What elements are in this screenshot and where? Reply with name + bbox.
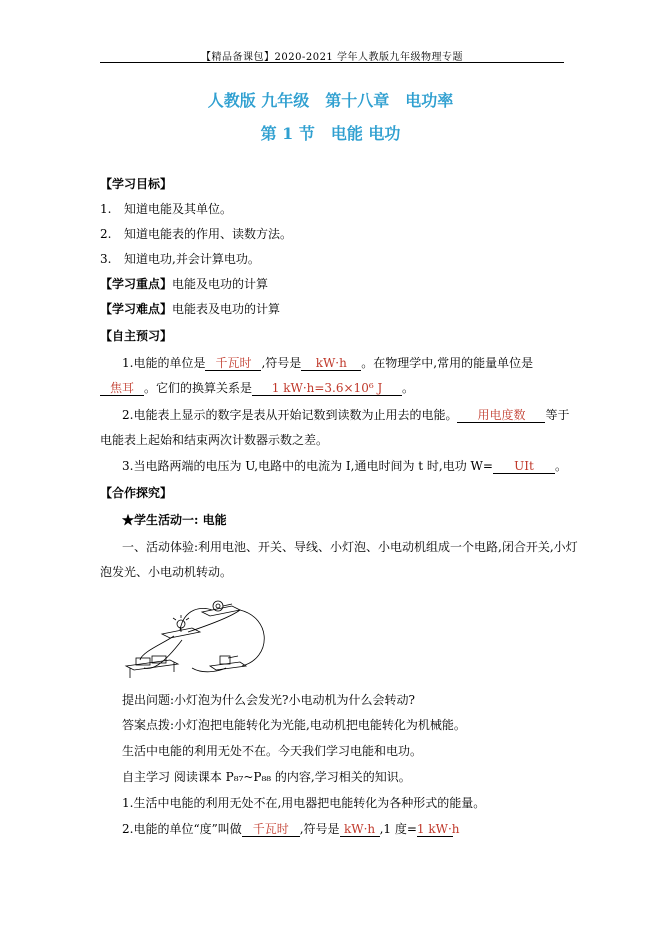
goal-number: 3.: [100, 252, 112, 266]
q1-answer-symbol: kW·h: [301, 356, 361, 371]
q1-text-b: ,符号是: [261, 356, 302, 370]
preview-q2-line1: [122, 407, 569, 423]
item2-answer-symbol: kW·h: [340, 822, 380, 837]
q2-text-b: 等于: [545, 408, 570, 422]
intro-line: 生活中电能的利用无处不在。今天我们学习电能和电功。: [122, 744, 423, 758]
question-line: 提出问题:小灯泡为什么会发光?小电动机为什么会转动?: [122, 693, 415, 707]
page-header: 【精品备课包】2020-2021 学年人教版九年级物理专题: [201, 52, 463, 63]
goal-number: 1.: [100, 202, 112, 216]
q1-text-e: 。: [402, 381, 415, 395]
goal-text: 知道电能表的作用、读数方法。: [124, 227, 293, 241]
q2-answer: 用电度数: [457, 408, 545, 423]
activity-title: ★学生活动一: 电能: [122, 513, 227, 527]
goal-item-2: [100, 226, 292, 242]
page-title: 人教版 九年级 第十八章 电功率: [207, 91, 454, 110]
preview-q1-line1: [122, 355, 533, 371]
q1-text-d: 。它们的换算关系是: [144, 381, 253, 395]
difficulty-line: [100, 301, 280, 317]
goals-heading: 【学习目标】: [100, 177, 173, 191]
goal-number: 2.: [100, 227, 112, 241]
activity-item-2: [122, 821, 460, 837]
q3-text-b: 。: [554, 459, 567, 473]
preview-q1-line2: [100, 380, 414, 396]
self-study-line: 自主学习 阅读课本 P₈₇~P₈₈ 的内容,学习相关的知识。: [122, 770, 411, 784]
difficulty-text: 电能表及电功的计算: [172, 302, 281, 316]
q1-answer-joule: 焦耳: [100, 381, 144, 396]
q2-text-a: 2.电能表上显示的数字是表从开始记数到读数为止用去的电能。: [122, 408, 458, 422]
q1-text-c: 。在物理学中,常用的能量单位是: [361, 356, 534, 370]
key-point-text: 电能及电功的计算: [172, 277, 269, 291]
experiment-line-2: 泡发光、小电动机转动。: [100, 565, 233, 579]
header-divider: [100, 62, 564, 63]
goal-text: 知道电功,并会计算电功。: [124, 252, 260, 266]
goal-item-1: [100, 201, 232, 217]
q3-text-a: 3.当电路两端的电压为 U,电路中的电流为 I,通电时间为 t 时,电功 W=: [122, 459, 493, 473]
q1-answer-unit: 千瓦时: [205, 356, 261, 371]
q1-answer-conversion: 1 kW·h=3.6×10⁶ J: [252, 381, 402, 396]
item2-text-b: ,符号是: [299, 822, 340, 836]
explore-heading: 【合作探究】: [100, 486, 173, 500]
preview-heading: 【自主预习】: [100, 329, 173, 343]
q1-text-a: 1.电能的单位是: [122, 356, 206, 370]
item2-answer-unit: 千瓦时: [242, 822, 300, 837]
preview-q2-line2: 电能表上起始和结束两次计数器示数之差。: [100, 433, 329, 447]
preview-q3-line: [122, 458, 567, 474]
key-point-label: 【学习重点】: [100, 277, 173, 291]
q3-answer: UIt: [493, 459, 555, 474]
circuit-diagram-icon: [122, 588, 282, 680]
goal-text: 知道电能及其单位。: [124, 202, 233, 216]
activity-item-1: 1.生活中电能的利用无处不在,用电器把电能转化为各种形式的能量。: [122, 796, 486, 810]
key-point-line: [100, 276, 268, 292]
item2-text-c: ,1 度=: [379, 822, 417, 836]
section-subtitle: 第 1 节 电能 电功: [260, 124, 401, 143]
item2-answer-value: 1 kW·h: [416, 822, 460, 836]
answer-hint-line: 答案点拨:小灯泡把电能转化为光能,电动机把电能转化为机械能。: [122, 718, 466, 732]
goal-item-3: [100, 251, 260, 267]
item2-text-a: 2.电能的单位“度”叫做: [122, 822, 242, 836]
difficulty-label: 【学习难点】: [100, 302, 173, 316]
experiment-line-1: 一、活动体验:利用电池、开关、导线、小灯泡、小电动机组成一个电路,闭合开关,小灯: [122, 540, 578, 554]
